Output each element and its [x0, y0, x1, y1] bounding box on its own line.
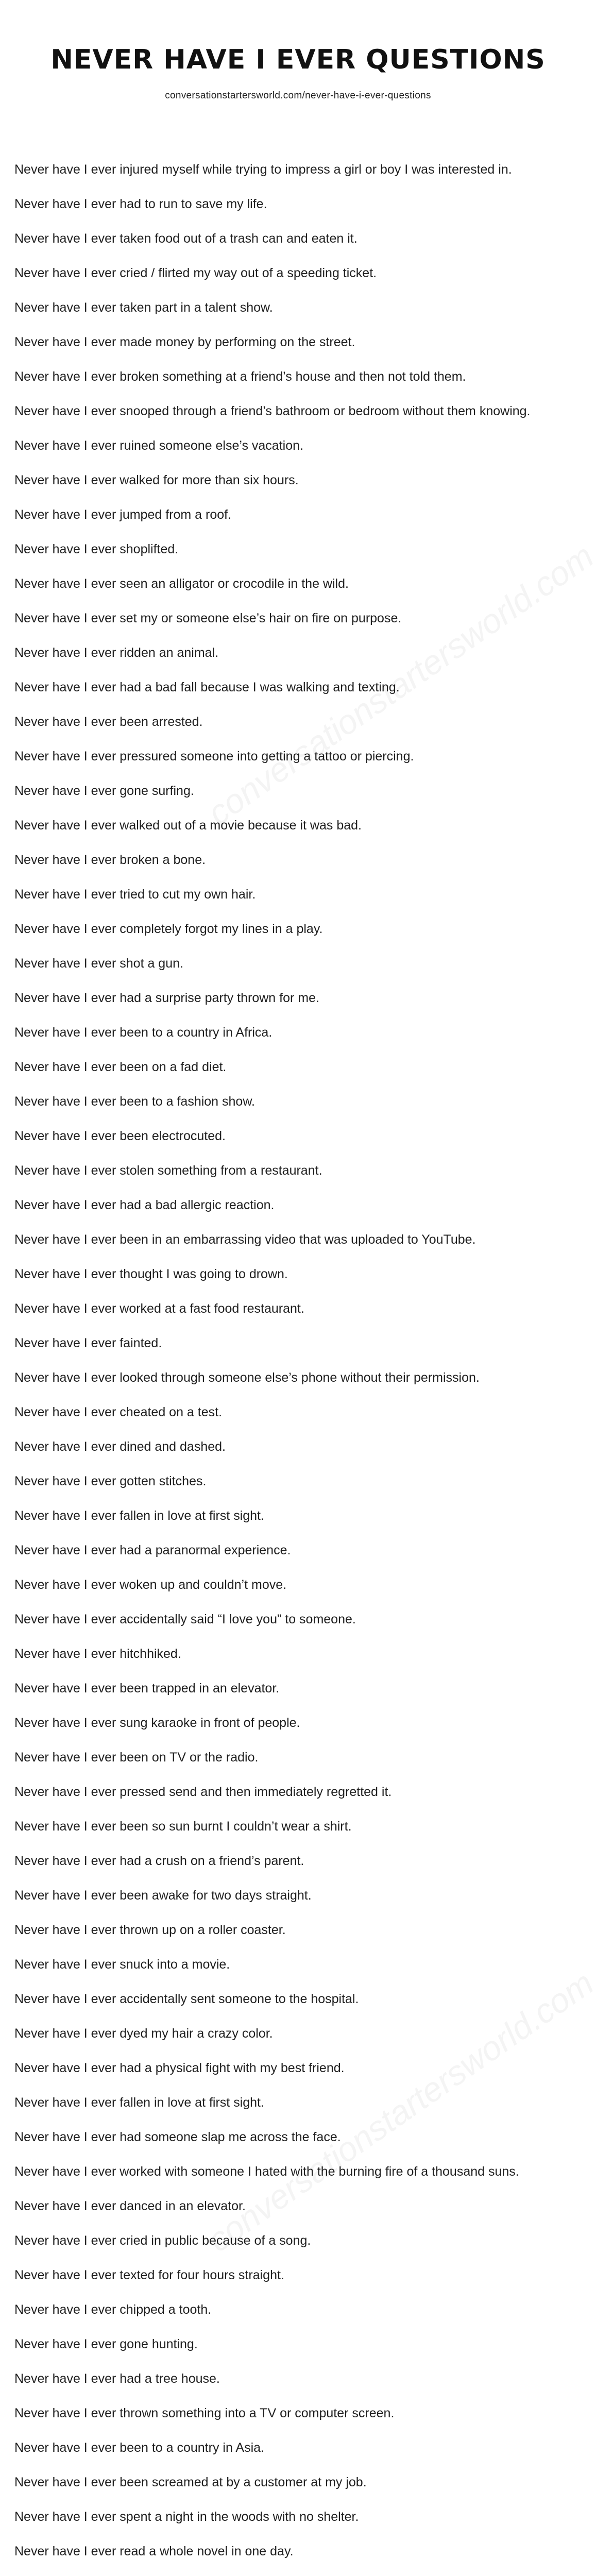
question-list	[14, 161, 582, 2576]
question-item: Never have I ever worked with someone I hated with the burning fire of a thousand suns.	[14, 2164, 519, 2179]
question-item: Never have I ever had to run to save my life.	[14, 197, 267, 211]
question-item: Never have I ever hitchhiked.	[14, 1647, 181, 1661]
question-item: Never have I ever been arrested.	[14, 715, 203, 729]
question-item: Never have I ever dyed my hair a crazy color.	[14, 2026, 273, 2041]
question-item: Never have I ever had a paranormal experience.	[14, 1543, 291, 1557]
question-item: Never have I ever jumped from a roof.	[14, 507, 232, 522]
question-item: Never have I ever fainted.	[14, 1336, 162, 1350]
question-item: Never have I ever tried to cut my own hair.	[14, 887, 256, 902]
question-item: Never have I ever danced in an elevator.	[14, 2199, 246, 2213]
question-item: Never have I ever shot a gun.	[14, 956, 183, 971]
question-item: Never have I ever thrown something into a TV or computer screen.	[14, 2406, 395, 2420]
question-item: Never have I ever worked at a fast food restaurant.	[14, 1301, 304, 1316]
question-item: Never have I ever woken up and couldn’t move.	[14, 1578, 287, 1592]
question-item: Never have I ever dined and dashed.	[14, 1439, 226, 1454]
question-item: Never have I ever taken part in a talent show.	[14, 300, 273, 315]
question-item: Never have I ever had a tree house.	[14, 2371, 220, 2386]
question-item: Never have I ever taken food out of a trash can and eaten it.	[14, 231, 357, 246]
question-item: Never have I ever been on TV or the radio.	[14, 1750, 259, 1765]
question-item: Never have I ever walked out of a movie because it was bad.	[14, 818, 362, 833]
question-item: Never have I ever snuck into a movie.	[14, 1957, 230, 1972]
question-item: Never have I ever chipped a tooth.	[14, 2302, 212, 2317]
question-item: Never have I ever ruined someone else’s vacation.	[14, 438, 303, 453]
question-item: Never have I ever pressed send and then immediately regretted it.	[14, 1785, 392, 1799]
question-item: Never have I ever walked for more than six hours.	[14, 473, 299, 487]
question-item: Never have I ever read a whole novel in one day.	[14, 2544, 294, 2558]
question-item: Never have I ever pressured someone into getting a tattoo or piercing.	[14, 749, 414, 764]
question-item: Never have I ever had someone slap me across the face.	[14, 2130, 341, 2144]
question-item: Never have I ever had a bad allergic reaction.	[14, 1198, 275, 1212]
question-item: Never have I ever broken a bone.	[14, 853, 206, 867]
question-item: Never have I ever been to a country in Asia.	[14, 2441, 264, 2455]
question-item: Never have I ever been screamed at by a customer at my job.	[14, 2475, 367, 2489]
question-item: Never have I ever accidentally sent someone to the hospital.	[14, 1992, 359, 2006]
question-item: Never have I ever cried in public because of a song.	[14, 2233, 311, 2248]
question-item: Never have I ever spent a night in the woods with no shelter.	[14, 2510, 359, 2524]
question-item: Never have I ever been to a fashion show.	[14, 1094, 255, 1109]
question-item: Never have I ever seen an alligator or crocodile in the wild.	[14, 577, 349, 591]
question-item: Never have I ever been to a country in Africa.	[14, 1025, 273, 1040]
question-item: Never have I ever texted for four hours straight.	[14, 2268, 284, 2282]
question-item: Never have I ever stolen something from a restaurant.	[14, 1163, 322, 1178]
question-item: Never have I ever injured myself while trying to impress a girl or boy I was interested in.	[14, 162, 512, 177]
question-item: Never have I ever had a physical fight with my best friend.	[14, 2061, 345, 2075]
source-url: conversationstartersworld.com/never-have-i-ever-questions	[165, 90, 431, 101]
question-item: Never have I ever thought I was going to drown.	[14, 1267, 288, 1281]
question-item: Never have I ever fallen in love at first sight.	[14, 1509, 264, 1523]
question-item: Never have I ever completely forgot my lines in a play.	[14, 922, 323, 936]
question-item: Never have I ever fallen in love at first sight.	[14, 2095, 264, 2110]
question-item: Never have I ever been in an embarrassing video that was uploaded to YouTube.	[14, 1232, 476, 1247]
question-item: Never have I ever had a crush on a friend’s parent.	[14, 1854, 304, 1868]
question-item: Never have I ever gotten stitches.	[14, 1474, 207, 1488]
question-item: Never have I ever made money by performing on the street.	[14, 335, 355, 349]
question-item: Never have I ever been awake for two days straight.	[14, 1888, 312, 1903]
header	[0, 0, 596, 101]
question-item: Never have I ever cried / flirted my way out of a speeding ticket.	[14, 266, 377, 280]
question-item: Never have I ever had a surprise party thrown for me.	[14, 991, 319, 1005]
question-item: Never have I ever had a bad fall because I was walking and texting.	[14, 680, 400, 694]
question-item: Never have I ever been so sun burnt I couldn’t wear a shirt.	[14, 1819, 352, 1834]
question-item: Never have I ever gone hunting.	[14, 2337, 198, 2351]
question-item: Never have I ever been on a fad diet.	[14, 1060, 227, 1074]
question-item: Never have I ever snooped through a friend’s bathroom or bedroom without them knowing.	[14, 404, 531, 418]
question-item: Never have I ever ridden an animal.	[14, 646, 219, 660]
question-item: Never have I ever thrown up on a roller coaster.	[14, 1923, 286, 1937]
question-item: Never have I ever been trapped in an elevator.	[14, 1681, 280, 1696]
question-item: Never have I ever shoplifted.	[14, 542, 179, 556]
question-item: Never have I ever broken something at a friend’s house and then not told them.	[14, 369, 466, 384]
question-item: Never have I ever set my or someone else’s hair on fire on purpose.	[14, 611, 402, 625]
question-item: Never have I ever looked through someone else’s phone without their permission.	[14, 1370, 480, 1385]
question-item: Never have I ever accidentally said “I love you” to someone.	[14, 1612, 356, 1626]
question-item: Never have I ever gone surfing.	[14, 784, 194, 798]
page-title: NEVER HAVE I EVER QUESTIONS	[50, 44, 546, 75]
question-item: Never have I ever sung karaoke in front of people.	[14, 1716, 300, 1730]
question-item: Never have I ever been electrocuted.	[14, 1129, 226, 1143]
question-item: Never have I ever cheated on a test.	[14, 1405, 223, 1419]
